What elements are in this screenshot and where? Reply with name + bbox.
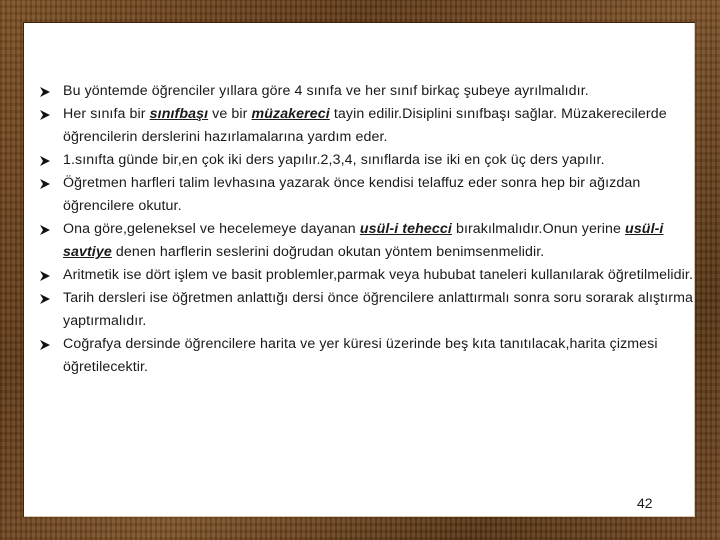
arrow-bullet-icon [39, 149, 55, 172]
list-item [39, 333, 695, 379]
bullet-text-start: Ona göre,geleneksel ve hecelemeye dayanan [63, 221, 360, 237]
bullet-list [39, 80, 695, 379]
list-item [39, 172, 695, 218]
bullet-text: Tarih dersleri ise öğretmen anlattığı dersi önce öğrencilere anlattırmalı sonra soru sorarak alıştırma yaptırmalıdır. [63, 290, 693, 329]
arrow-bullet-icon [39, 172, 55, 195]
arrow-bullet-icon [39, 264, 55, 287]
bullet-text: Aritmetik ise dört işlem ve basit problemler,parmak veya hububat taneleri kullanılarak öğretilmelidir. [63, 267, 693, 283]
list-item [39, 287, 695, 333]
page-number: 42 [637, 495, 653, 511]
emphasis-term: müzakereci [251, 106, 330, 122]
bullet-text-middle: ve bir [208, 106, 252, 122]
list-item [39, 218, 695, 264]
arrow-bullet-icon [39, 218, 55, 241]
arrow-bullet-icon [39, 103, 55, 126]
bullet-text: Öğretmen harfleri talim levhasına yazarak önce kendisi telaffuz eder sonra hep bir ağızdan öğrencilere okutur. [63, 175, 641, 214]
emphasis-term: usül-i tehecci [359, 221, 452, 237]
emphasis-term: usül-i savtiye [63, 221, 664, 260]
arrow-bullet-icon [39, 287, 55, 310]
list-item [39, 103, 695, 149]
slide-content [23, 22, 695, 517]
arrow-bullet-icon [39, 80, 55, 103]
list-item [39, 264, 695, 287]
bullet-text-end: tayin edilir.Disiplini sınıfbaşı sağlar. Müzakerecilerde öğrencilerin derslerini hazırlamalarına yardım eder. [63, 106, 667, 145]
bullet-text-start: Her sınıfa bir [63, 106, 150, 122]
emphasis-term: sınıfbaşı [149, 106, 209, 122]
bullet-text: Bu yöntemde öğrenciler yıllara göre 4 sınıfa ve her sınıf birkaç şubeye ayrılmalıdır. [63, 83, 589, 99]
arrow-bullet-icon [39, 333, 55, 356]
list-item [39, 80, 695, 103]
list-item [39, 149, 695, 172]
bullet-text: 1.sınıfta günde bir,en çok iki ders yapılır.2,3,4, sınıflarda ise iki en çok üç ders yapılır. [63, 152, 605, 168]
bullet-text-end: denen harflerin seslerini doğrudan okutan yöntem benimsenmelidir. [111, 244, 545, 260]
bullet-text-middle: bırakılmalıdır.Onun yerine [451, 221, 626, 237]
bullet-text: Coğrafya dersinde öğrencilere harita ve yer küresi üzerinde beş kıta tanıtılacak,harita çizmesi öğretilecektir. [63, 336, 658, 375]
